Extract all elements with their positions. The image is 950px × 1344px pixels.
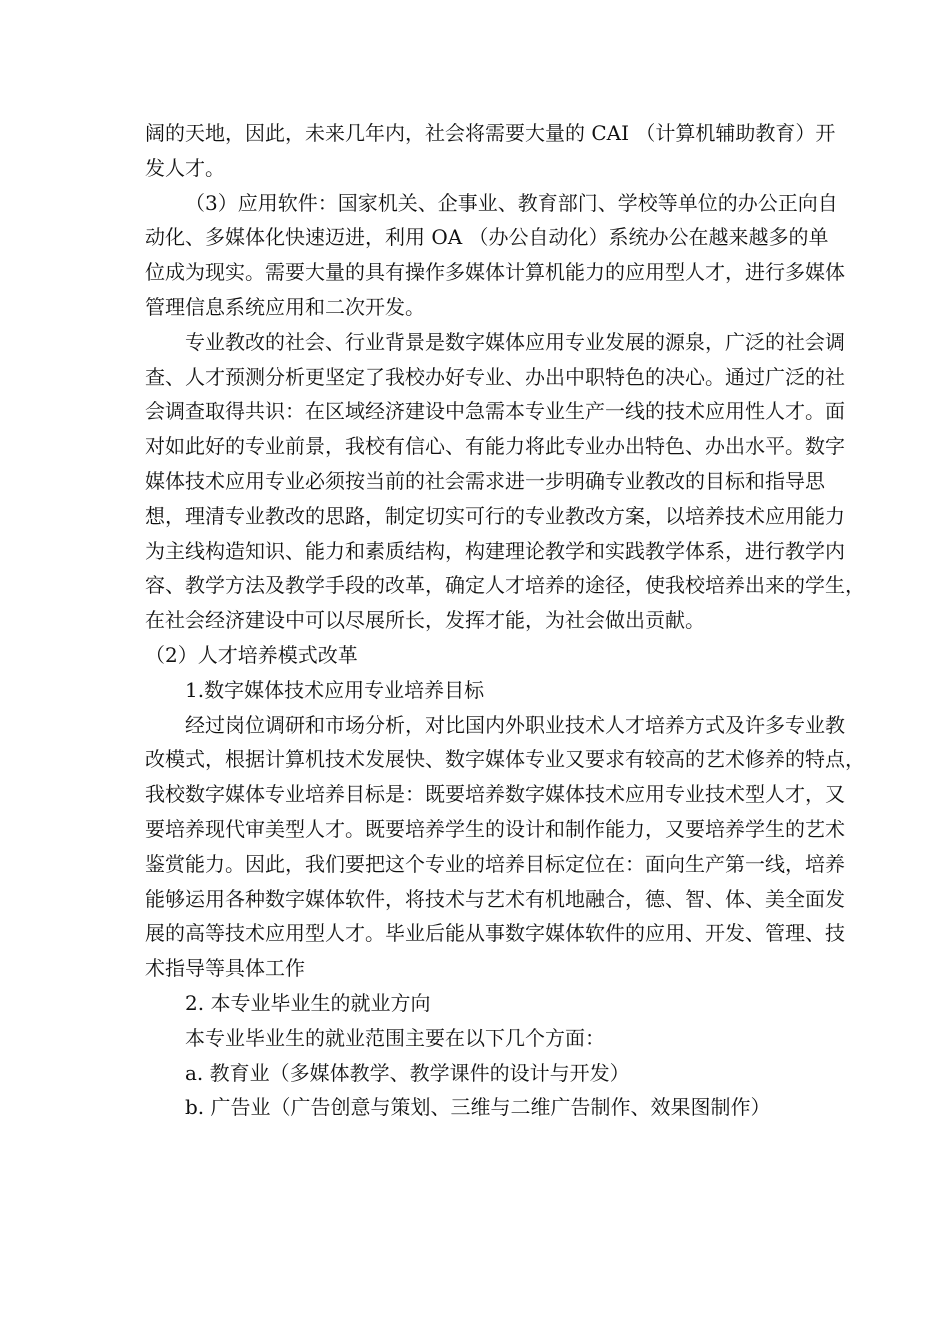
text-line: 发人才。 (145, 155, 225, 180)
text-line: 在社会经济建设中可以尽展所长，发挥才能，为社会做出贡献。 (145, 608, 705, 633)
text-line: 管理信息系统应用和二次开发。 (145, 294, 425, 319)
text-line: 改模式，根据计算机技术发展快、数字媒体专业又要求有较高的艺术修养的特点， (145, 747, 865, 772)
text-line: 查、人才预测分析更坚定了我校办好专业、办出中职特色的决心。通过广泛的社 (145, 364, 845, 389)
text-line: 我校数字媒体专业培养目标是：既要培养数字媒体技术应用专业技术型人才，又 (145, 782, 845, 807)
list-item: b. 广告业（广告创意与策划、三维与二维广告制作、效果图制作） (185, 1095, 771, 1120)
text-line: 能够运用各种数字媒体软件，将技术与艺术有机地融合，德、智、体、美全面发 (145, 886, 845, 911)
text-line: （3）应用软件：国家机关、企事业、教育部门、学校等单位的办公正向自 (185, 190, 838, 215)
text-line: 想，理清专业教改的思路，制定切实可行的专业教改方案，以培养技术应用能力 (145, 503, 845, 528)
subsection-heading: 1.数字媒体技术应用专业培养目标 (185, 677, 485, 702)
subsection-heading: 2. 本专业毕业生的就业方向 (185, 990, 431, 1015)
text-line: 为主线构造知识、能力和素质结构，构建理论教学和实践教学体系，进行教学内 (145, 538, 845, 563)
document-body (145, 116, 865, 1125)
text-line: 位成为现实。需要大量的具有操作多媒体计算机能力的应用型人才，进行多媒体 (145, 260, 845, 285)
text-line: 本专业毕业生的就业范围主要在以下几个方面： (185, 1025, 605, 1050)
text-line: 会调查取得共识：在区域经济建设中急需本专业生产一线的技术应用性人才。面 (145, 399, 845, 424)
text-line: 经过岗位调研和市场分析，对比国内外职业技术人才培养方式及许多专业教 (185, 712, 845, 737)
text-line: 术指导等具体工作 (145, 956, 305, 981)
section-heading: （2）人才培养模式改革 (145, 642, 358, 667)
text-line: 媒体技术应用专业必须按当前的社会需求进一步明确专业教改的目标和指导思 (145, 468, 825, 493)
text-line: 对如此好的专业前景，我校有信心、有能力将此专业办出特色、办出水平。数字 (145, 434, 845, 459)
text-line: 鉴赏能力。因此，我们要把这个专业的培养目标定位在：面向生产第一线，培养 (145, 851, 845, 876)
text-line: 阔的天地，因此，未来几年内，社会将需要大量的 CAI （计算机辅助教育）开 (145, 121, 836, 145)
text-line: 容、教学方法及教学手段的改革，确定人才培养的途径，使我校培养出来的学生， (145, 573, 865, 598)
text-line: 要培养现代审美型人才。既要培养学生的设计和制作能力，又要培养学生的艺术 (145, 816, 845, 841)
text-line: 专业教改的社会、行业背景是数字媒体应用专业发展的源泉，广泛的社会调 (185, 329, 845, 354)
text-line: 动化、多媒体化快速迈进，利用 OA （办公自动化）系统办公在越来越多的单 (145, 225, 829, 250)
list-item: a. 教育业（多媒体教学、教学课件的设计与开发） (185, 1060, 630, 1085)
text-line: 展的高等技术应用型人才。毕业后能从事数字媒体软件的应用、开发、管理、技 (145, 921, 845, 946)
